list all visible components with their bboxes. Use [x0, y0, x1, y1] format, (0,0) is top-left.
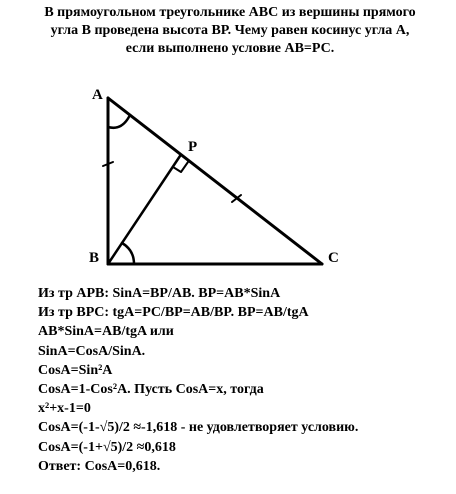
solution-line: Из тр APB: SinA=BP/AB. BP=AB*SinA: [38, 286, 281, 301]
problem-line: В прямоугольном треугольнике АВС из вершины прямого: [44, 5, 416, 20]
label-a: A: [92, 87, 103, 103]
solution-line: Ответ: CosA=0,618.: [38, 458, 161, 474]
angle-mark-b: [122, 243, 134, 264]
label-p: P: [188, 139, 198, 155]
solution-line: CosA=1-Cos²A. Пусть CosA=x, тогда: [38, 382, 264, 398]
problem-line: угла В проведена высота ВР. Чему равен косинус угла А,: [50, 23, 410, 38]
altitude-bp: [108, 156, 180, 264]
solution-line: AB*SinA=AB/tgA или: [38, 324, 174, 340]
angle-mark-a: [108, 115, 130, 128]
label-b: B: [89, 250, 100, 266]
solution-line: SinA=CosA/SinA.: [38, 343, 146, 359]
problem-statement: [12, 4, 448, 58]
solution-line: CosA=Sin²A: [38, 362, 113, 378]
problem-line: если выполнено условие АВ=РС.: [125, 41, 335, 56]
solution-text: [38, 284, 448, 476]
solution-line: Из тр BPC: tgA=PC/BP=AB/BP. BP=AB/tgA: [38, 305, 309, 321]
side-ac: [108, 98, 322, 264]
solution-line: CosA=(-1+√5)/2 ≈0,618: [38, 439, 176, 455]
label-c: C: [328, 250, 339, 266]
solution-line: x²+x-1=0: [38, 401, 91, 417]
solution-line: CosA=(-1-√5)/2 ≈-1,618 - не удовлетворяет условию.: [38, 420, 359, 436]
triangle-diagram: [0, 76, 456, 276]
